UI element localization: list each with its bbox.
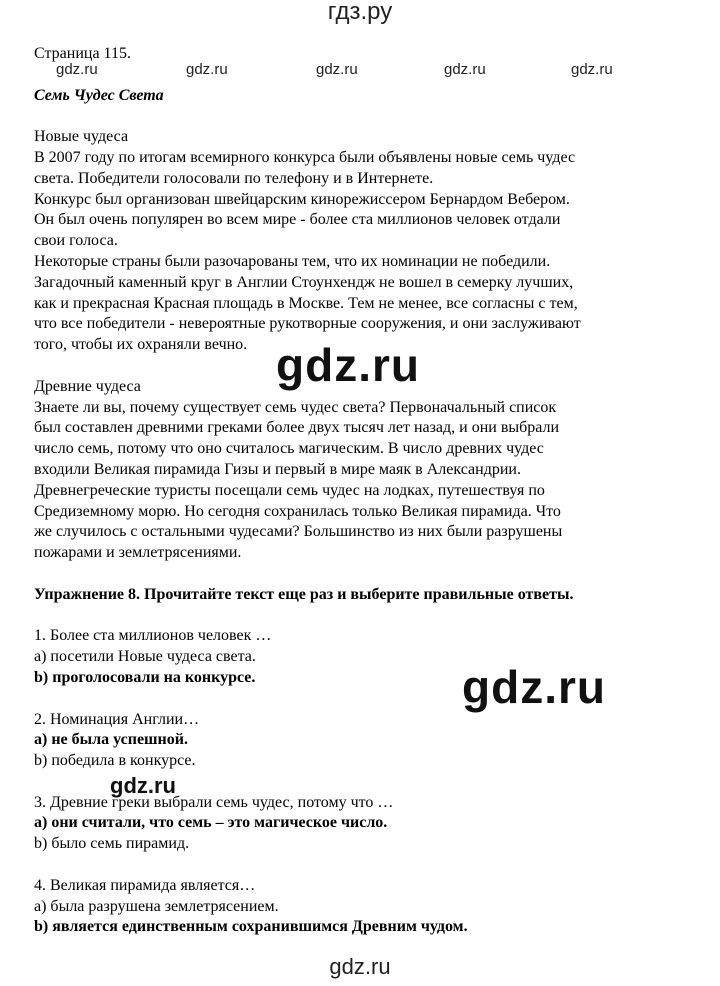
site-footer: gdz.ru bbox=[329, 954, 391, 979]
watermark: gdz.ru bbox=[444, 61, 486, 78]
text-line: Древнегреческие туристы посещали семь чудес на лодках, путешествуя по bbox=[34, 481, 545, 499]
watermark: gdz.ru bbox=[316, 61, 358, 78]
text-line: же случилось с остальными чудесами? Большинство из них были разрушены bbox=[34, 523, 563, 541]
watermark: gdz.ru bbox=[571, 61, 613, 78]
correct-answer: a) они считали, что семь – это магическое число. bbox=[34, 814, 388, 832]
question: 2. Номинация Англии… bbox=[34, 710, 200, 728]
watermark-large: gdz.ru bbox=[276, 339, 420, 391]
document-body bbox=[34, 44, 694, 938]
answer-option: b) было семь пирамид. bbox=[34, 835, 190, 853]
page-title: Семь Чудес Света bbox=[34, 86, 164, 104]
correct-answer: b) является единственным сохранившимся Древним чудом. bbox=[34, 918, 468, 936]
text-line: число семь, потому что оно считалось магическим. В число древних чудес bbox=[34, 440, 544, 458]
watermark-large: gdz.ru bbox=[462, 661, 606, 713]
section-heading: Новые чудеса bbox=[34, 128, 129, 146]
question: 4. Великая пирамида является… bbox=[34, 876, 256, 894]
text-line: был составлен древними греками более двух тысяч лет назад, и они выбрали bbox=[34, 419, 560, 437]
text-line: свои голоса. bbox=[34, 232, 118, 250]
text-line: Загадочный каменный круг в Англии Стоунхендж не вошел в семерку лучших, bbox=[34, 273, 574, 291]
text-line: В 2007 году по итогам всемирного конкурса были объявлены новые семь чудес bbox=[34, 148, 576, 166]
text-line: Он был очень популярен во всем мире - более ста миллионов человек отдали bbox=[34, 211, 561, 229]
watermark: gdz.ru bbox=[186, 61, 228, 78]
text-line: Средиземному морю. Но сегодня сохранилась только Великая пирамида. Что bbox=[34, 502, 561, 520]
watermark: gdz.ru bbox=[56, 61, 98, 78]
exercise-heading: Упражнение 8. Прочитайте текст еще раз и выберите правильные ответы. bbox=[34, 585, 574, 603]
text-line: входили Великая пирамида Гизы и первый в мире маяк в Александрии. bbox=[34, 460, 521, 478]
question: 3. Древние греки выбрали семь чудес, потому что … bbox=[34, 793, 394, 811]
correct-answer: a) не была успешной. bbox=[34, 731, 188, 749]
text-line: как и прекрасная Красная площадь в Москве. Тем не менее, все согласны с тем, bbox=[34, 294, 578, 312]
text-line: света. Победители голосовали по телефону и в Интернете. bbox=[34, 169, 434, 187]
section-heading: Древние чудеса bbox=[34, 377, 141, 395]
question: 1. Более ста миллионов человек … bbox=[34, 627, 272, 645]
correct-answer: b) проголосовали на конкурсе. bbox=[34, 668, 256, 686]
watermark-medium: gdz.ru bbox=[110, 773, 176, 798]
answer-option: a) посетили Новые чудеса света. bbox=[34, 648, 256, 666]
answer-option: a) была разрушена землетрясением. bbox=[34, 897, 279, 915]
page-label: Страница 115. bbox=[34, 45, 131, 62]
site-logo: гдз.ру bbox=[327, 0, 393, 25]
answer-option: b) победила в конкурсе. bbox=[34, 752, 196, 770]
text-line: Конкурс был организован швейцарским кинорежиссером Бернардом Вебером. bbox=[34, 190, 570, 208]
text-line: Некоторые страны были разочарованы тем, что их номинации не победили. bbox=[34, 252, 551, 270]
text-line: пожарами и землетрясениями. bbox=[34, 544, 242, 562]
text-line: Знаете ли вы, почему существует семь чудес света? Первоначальный список bbox=[34, 398, 557, 416]
text-line: того, чтобы их охраняли вечно. bbox=[34, 336, 248, 354]
text-line: что все победители - невероятные рукотворные сооружения, и они заслуживают bbox=[34, 315, 581, 333]
